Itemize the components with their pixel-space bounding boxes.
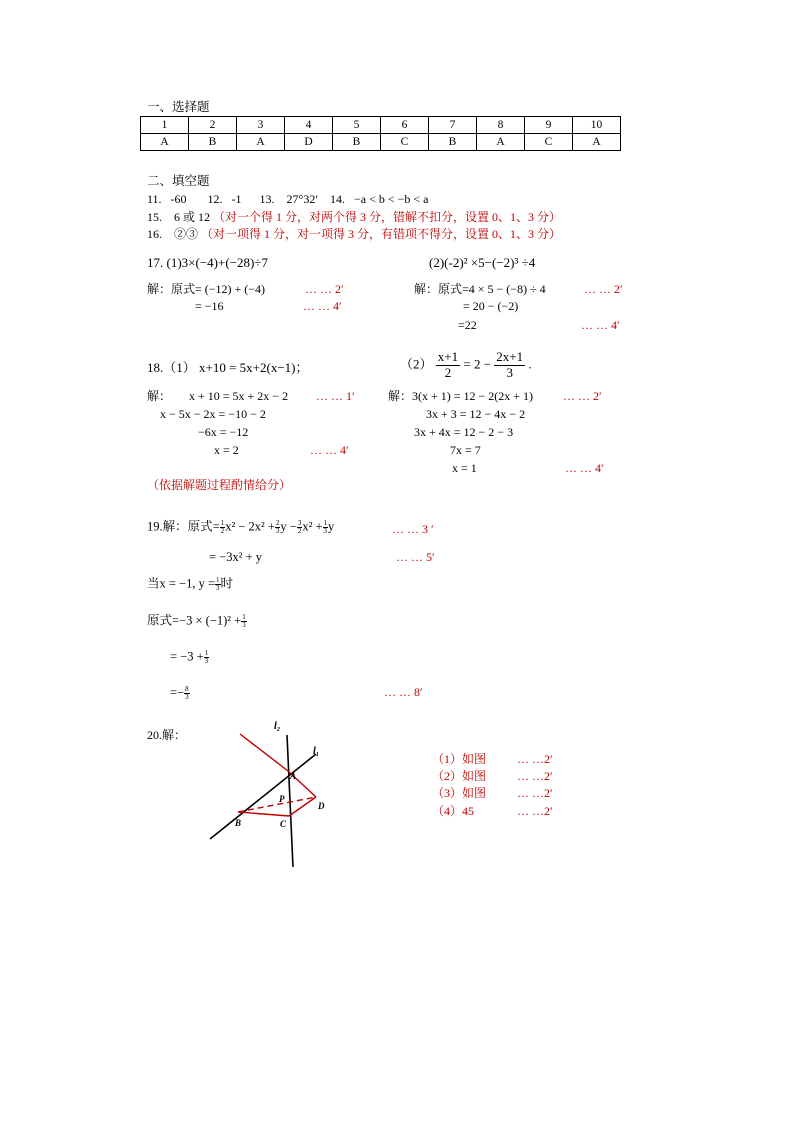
q19-line1-term: x² + <box>302 519 323 534</box>
q20-label: 20.解： <box>147 728 187 742</box>
table-cell: 4 <box>285 117 333 134</box>
q18-right-line3: 3x + 4x = 12 − 2 − 3 <box>414 425 514 439</box>
answer-table <box>140 116 621 151</box>
q17-left-line1: 解：原式= (−12) + (−4) <box>147 282 266 296</box>
q18-left-score1: … … 1′ <box>316 389 355 403</box>
line-red-a <box>240 734 288 771</box>
q19-line5 <box>170 650 209 666</box>
fraction-denominator: 3 <box>204 657 209 666</box>
q20-score-1: … …2′ <box>517 752 553 766</box>
q18-part2 <box>400 350 532 381</box>
fraction-numerator: 2 <box>275 519 280 527</box>
q19-line3-suffix: 时 <box>220 576 234 591</box>
table-cell: A <box>237 134 285 151</box>
q18-fraction-right <box>494 350 525 381</box>
q19-line3 <box>147 577 233 593</box>
q18-left-line1: 解： x + 10 = 5x + 2x − 2 <box>147 389 289 403</box>
q17-left-score1: … … 2′ <box>305 282 344 296</box>
fraction-denominator: 3 <box>323 527 328 536</box>
q20-answer-4: （4）45 <box>432 804 475 818</box>
q19-score1: … … 3 ′ <box>392 522 434 536</box>
label-point-a: A <box>290 771 297 781</box>
answer-16-note: （对一项得 1 分，对一项得 3 分，有错项不得分，设置 0、1、3 分） <box>201 227 562 241</box>
fraction-denominator: 3 <box>185 693 189 702</box>
fraction-denominator: 2 <box>444 364 452 380</box>
fraction-numerator: x+1 <box>437 349 459 364</box>
fraction-denominator: 2 <box>297 527 302 536</box>
table-cell: 6 <box>381 117 429 134</box>
q17-right-line2: = 20 − (−2) <box>463 299 519 313</box>
q17-part1 <box>147 256 268 269</box>
line-bc <box>238 812 289 816</box>
q19-line4-prefix: 原式=−3 × (−1)² + <box>147 613 242 628</box>
table-cell: 5 <box>333 117 381 134</box>
answer-16-text: 16. ②③ <box>147 227 199 241</box>
q19-fraction <box>241 614 247 630</box>
q18-left-line3: −6x = −12 <box>198 425 249 439</box>
fraction-numerator: 3 <box>297 519 302 527</box>
answer-table-answer-row <box>141 134 621 151</box>
q19-line3-prefix: 当x = −1, y = <box>147 576 216 591</box>
geometry-figure <box>200 715 350 875</box>
label-point-c: C <box>280 819 287 829</box>
q18-grading-note: （依据解题过程酌情给分） <box>147 478 292 492</box>
fraction-numerator: 1 <box>204 649 209 657</box>
q18-left-score2: … … 4′ <box>310 443 349 457</box>
q18-left-line4: x = 2 <box>214 443 239 457</box>
table-cell: C <box>381 134 429 151</box>
q20-score-4: … …2′ <box>517 804 553 818</box>
q17-left-score2: … … 4′ <box>303 299 342 313</box>
q18-right-score2: … … 4′ <box>565 461 604 475</box>
q19-line1-term: x² − 2x² + <box>225 519 275 534</box>
line-l1 <box>210 754 316 839</box>
label-point-p: P <box>279 794 285 804</box>
q19-fraction <box>184 686 190 702</box>
q17-part2-expr: (-2)² ×5−(−2)³ ÷4 <box>444 255 536 270</box>
q19-line6-prefix: =− <box>170 685 185 700</box>
q18-part2-mid: = 2 − <box>463 356 492 372</box>
q19-line4 <box>147 614 247 630</box>
q18-right-score1: … … 2′ <box>563 389 602 403</box>
q17-left-line2: = −16 <box>195 299 224 313</box>
q20-score-3: … …2′ <box>517 786 553 800</box>
q17-part2-label: (2) <box>429 255 445 270</box>
fraction-numerator: 1 <box>220 519 225 527</box>
q20-score-2: … …2′ <box>517 769 553 783</box>
q17-part2 <box>429 256 535 269</box>
section2-title: 二、填空题 <box>147 174 210 188</box>
q17-part1-expr: 3×(−4)+(−28)÷7 <box>181 255 268 270</box>
table-cell: 9 <box>525 117 573 134</box>
table-cell: 3 <box>237 117 285 134</box>
q17-right-line1: 解：原式=4 × 5 − (−8) ÷ 4 <box>414 282 546 296</box>
q19-fraction <box>204 650 210 666</box>
q19-line6 <box>170 686 190 702</box>
q17-part1-label: 17. (1) <box>147 255 182 270</box>
q18-right-line2: 3x + 3 = 12 − 4x − 2 <box>426 407 526 421</box>
q18-fraction-left <box>436 350 460 381</box>
table-cell: 10 <box>573 117 621 134</box>
q18-right-line5: x = 1 <box>452 461 477 475</box>
q18-right-line1: 解：3(x + 1) = 12 − 2(2x + 1) <box>388 389 534 403</box>
label-point-b: B <box>235 818 242 828</box>
fraction-numerator: 2x+1 <box>496 349 524 364</box>
answer-15-text: 15. 6 或 12 <box>147 210 211 224</box>
q18-right-line4: 7x = 7 <box>450 443 481 457</box>
q19-line1 <box>147 520 334 536</box>
table-cell: A <box>573 134 621 151</box>
q18-left-line2: x − 5x − 2x = −10 − 2 <box>160 407 266 421</box>
fraction-numerator: 1 <box>216 576 220 584</box>
q19-line2: = −3x² + y <box>209 550 263 564</box>
q20-answer-2: （2）如图 <box>432 769 487 783</box>
label-l1: l₁ <box>313 746 320 757</box>
table-cell: 2 <box>189 117 237 134</box>
section1-title: 一、选择题 <box>147 100 210 114</box>
q18-part1: 18.（1） x+10 = 5x+2(x−1)； <box>147 360 309 375</box>
table-cell: 1 <box>141 117 189 134</box>
fraction-denominator: 3 <box>242 621 246 630</box>
answer-line-11-14: 11. -60 12. -1 13. 27°32′ 14. −a < b < −b < a <box>147 192 429 206</box>
q19-line1-term: y <box>328 519 335 534</box>
table-cell: A <box>141 134 189 151</box>
q19-line1-prefix: 19.解：原式= <box>147 519 220 534</box>
q20-answer-3: （3）如图 <box>432 786 487 800</box>
q17-right-line3: =22 <box>458 318 477 332</box>
fraction-denominator: 3 <box>216 584 220 593</box>
q19-line1-term: y − <box>280 519 297 534</box>
fraction-denominator: 3 <box>275 527 280 536</box>
fraction-denominator: 3 <box>506 364 513 380</box>
answer-line-16 <box>147 228 561 240</box>
table-cell: B <box>429 134 477 151</box>
q19-score3: … … 8′ <box>384 685 423 699</box>
q20-answer-1: （1）如图 <box>432 752 487 766</box>
q17-right-score3: … … 4′ <box>581 318 620 332</box>
answer-15-note: （对一个得 1 分，对两个得 3 分，错解不扣分，设置 0、1、3 分） <box>213 210 562 224</box>
table-cell: 8 <box>477 117 525 134</box>
table-cell: B <box>333 134 381 151</box>
table-cell: A <box>477 134 525 151</box>
fraction-numerator: 1 <box>242 613 246 621</box>
q18-part2-label: （2） <box>400 356 433 372</box>
q18-part2-end: . <box>528 356 532 372</box>
q19-line5-prefix: = −3 + <box>170 649 204 664</box>
table-cell: C <box>525 134 573 151</box>
answer-line-15 <box>147 211 561 223</box>
fraction-denominator: 2 <box>220 527 225 536</box>
q17-right-score1: … … 2′ <box>584 282 623 296</box>
answer-table-number-row <box>141 117 621 134</box>
fraction-numerator: 1 <box>323 519 328 527</box>
label-point-d: D <box>318 801 325 811</box>
table-cell: 7 <box>429 117 477 134</box>
q19-score2: … … 5′ <box>396 550 435 564</box>
fraction-numerator: 8 <box>185 685 189 693</box>
table-cell: B <box>189 134 237 151</box>
label-l2: l₂ <box>274 721 281 732</box>
table-cell: D <box>285 134 333 151</box>
